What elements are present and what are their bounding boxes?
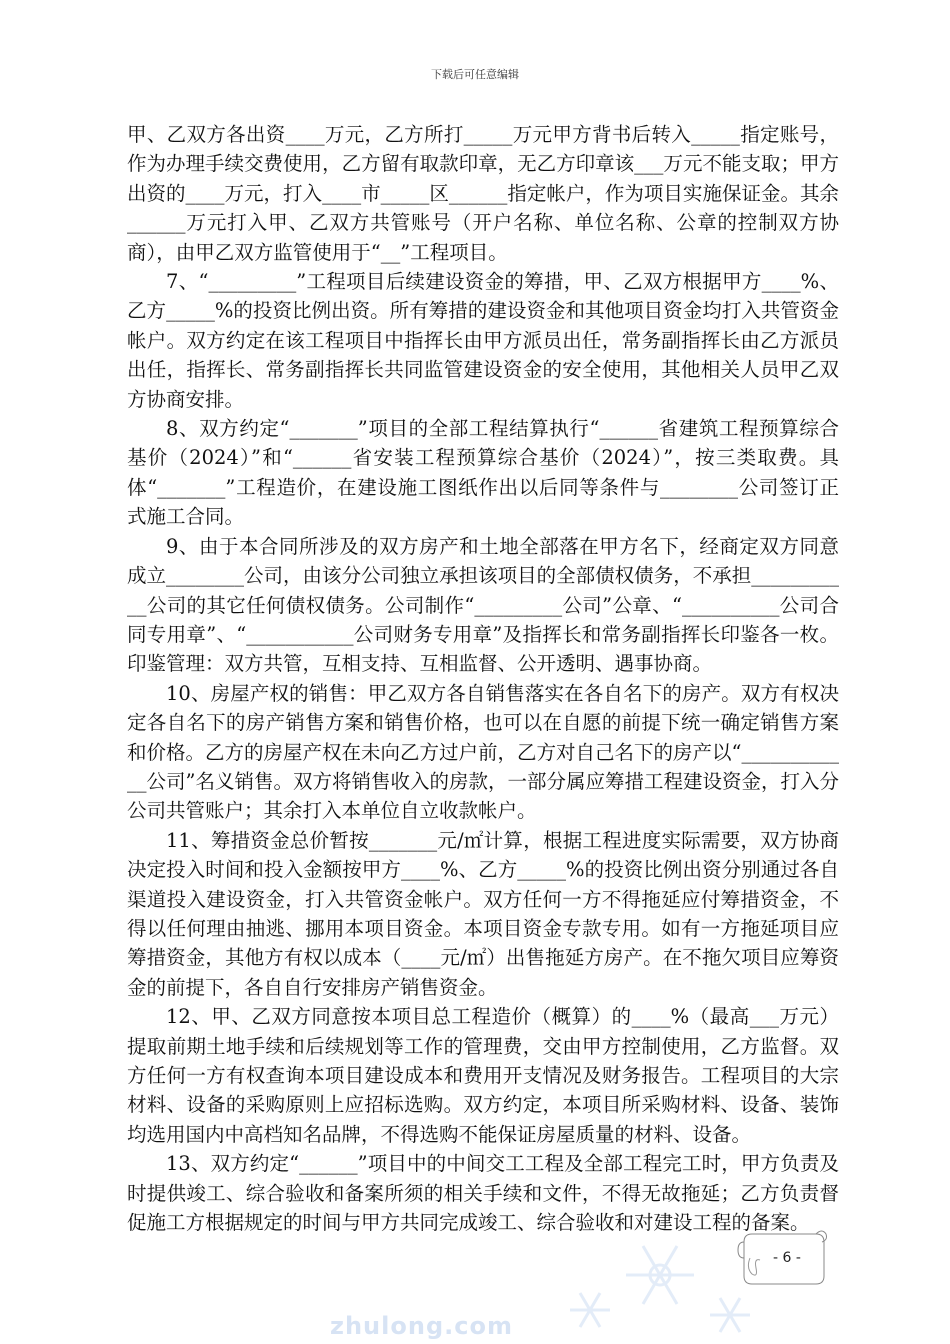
page-number: - 6 - <box>773 1250 801 1266</box>
document-body <box>127 120 839 1237</box>
paragraph-clause-12: 12、甲、乙双方同意按本项目总工程造价（概算）的____%（最高___万元）提取前期土地手续和后续规划等工作的管理费，交由甲方控制使用，乙方监督。双方任何一方有权查询本项目建设成本和费用开支情况及财务报告。工程项目的大宗材料、设备的采购原则上应招标选购。双方约定，本项目所采购材料、设备、装饰均选用国内中高档知名品牌，不得选购不能保证房屋质量的材料、设备。 <box>127 1005 839 1146</box>
page-header: 下载后可任意编辑 <box>431 68 519 81</box>
page-number-frame <box>736 1228 828 1290</box>
paragraph-clause-9: 9、由于本合同所涉及的双方房产和土地全部落在甲方名下，经商定双方同意成立________公司，由该分公司独立承担该项目的全部债权债务，不承担___________公司的其它任何债权债务。公司制作“_________公司”公章、“__________公司合同专用章”、“___________公司财务专用章”及指挥长和常务副指挥长印鉴各一枚。印鉴管理：双方共管，互相支持、互相监督、公开透明、遇事协商。 <box>127 534 839 676</box>
paragraph-continued: 甲、乙双方各出资____万元，乙方所打_____万元甲方背书后转入_____指定账号，作为办理手续交费使用，乙方留有取款印章，无乙方印章该___万元不能支取；甲方出资的____万元，打入____市_____区______指定帐户，作为项目实施保证金。其余______万元打入甲、乙双方共管账号（开户名称、单位名称、公章的控制双方协商），由甲乙双方监管使用于“__”工程项目。 <box>127 123 839 264</box>
paragraph-clause-10: 10、房屋产权的销售：甲乙双方各自销售落实在各自名下的房产。双方有权决定各自名下的房产销售方案和销售价格，也可以在自愿的前提下统一确定销售方案和价格。乙方的房屋产权在未向乙方过户前，乙方对自己名下的房产以“____________公司”名义销售。双方将销售收入的房款，一部分属应筹措工程建设资金，打入分公司共管账户；其余打入本单位自立收款帐户。 <box>127 681 839 823</box>
watermark: zhulong.com <box>330 1312 513 1340</box>
paragraph-clause-11: 11、筹措资金总价暂按_______元/㎡计算，根据工程进度实际需要，双方协商决定投入时间和投入金额按甲方____%、乙方_____%的投资比例出资分别通过各自渠道投入建设资金，打入共管资金帐户。双方任何一方不得拖延应付筹措资金，不得以任何理由抽逃、挪用本项目资金。本项目资金专款专用。如有一方拖延项目应筹措资金，其他方有权以成本（____元/㎡）出售拖延方房产。在不拖欠项目应筹资金的前提下，各自自行安排房产销售资金。 <box>127 828 839 999</box>
paragraph-clause-13: 13、双方约定“______”项目中的中间交工工程及全部工程完工时，甲方负责及时提供竣工、综合验收和备案所须的相关手续和文件，不得无故拖延；乙方负责督促施工方根据规定的时间与甲方共同完成竣工、综合验收和对建设工程的备案。 <box>127 1152 839 1235</box>
paragraph-clause-8: 8、双方约定“_______”项目的全部工程结算执行“______省建筑工程预算综合基价（2024）”和“______省安装工程预算综合基价（2024）”，按三类取费。具体“_______”工程造价，在建设施工图纸作出以后同等条件与________公司签订正式施工合同。 <box>127 417 839 529</box>
paragraph-clause-7: 7、“_________”工程项目后续建设资金的筹措，甲、乙双方根据甲方____%、乙方_____%的投资比例出资。所有筹措的建设资金和其他项目资金均打入共管资金帐户。双方约定在该工程项目中指挥长由甲方派员出任，常务副指挥长由乙方派员出任，指挥长、常务副指挥长共同监管建设资金的安全使用，其他相关人员甲乙双方协商安排。 <box>127 270 839 411</box>
snowflake-decoration-icon <box>560 1230 760 1344</box>
